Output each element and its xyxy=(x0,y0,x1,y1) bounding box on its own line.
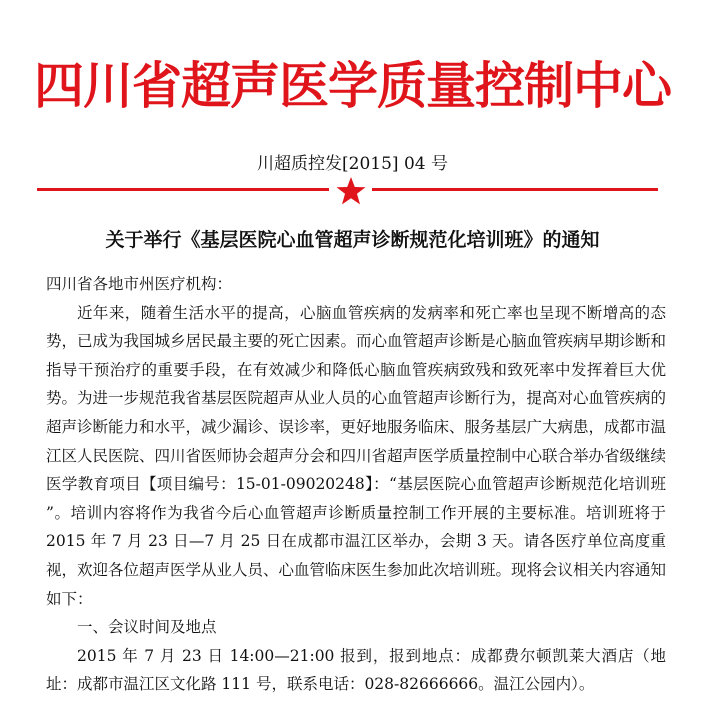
org-masthead-title: 四川省超声医学质量控制中心 xyxy=(34,57,671,115)
red-divider-right xyxy=(372,188,658,191)
section-text-time-location: 2015 年 7 月 23 日 14:00—21:00 报到，报到地点：成都费尔顿凯莱大酒店（地址：成都市温江区文化路 111 号，联系电话：028-82666666。温江公园内）。 xyxy=(46,646,666,694)
paragraph-intro: 近年来，随着生活水平的提高，心脑血管疾病的发病率和死亡率也呈现不断增高的态势，已成为我国城乡居民最主要的死亡因素。而心血管超声诊断是心脑血管疾病早期诊断和指导干预治疗的重要手段，在有效减少和降低心脑血管疾病致残和致死率中发挥着巨大优势。为进一步规范我省基层医院超声从业人员的心血管超声诊断行为，提高对心血管疾病的超声诊断能力和水平，减少漏诊、误诊率，更好地服务临床、服务基层广大病患，成都市温江区人民医院、四川省医师协会超声分会和四川省超声医学质量控制中心联合举办省级继续医学教育项目【项目编号：15-01-09020248】：“基层医院心血管超声诊断规范化培训班 ”。培训内容将作为我省今后心血管超声诊断质量控制工作开展的主要标准。培训班将于 2015 年 7 月 23 日—7 月 25 日在成都市温江区举办，会期 3 天。请各医疗单位高度重视，欢迎各位超声医学从业人员、心血管临床医生参加此次培训班。现将会议相关内容通知如下： xyxy=(46,303,667,608)
notice-body xyxy=(46,270,666,699)
section-heading-time-location: 一、会议时间及地点 xyxy=(77,618,217,637)
salutation: 四川省各地市州医疗机构： xyxy=(46,275,233,293)
notice-title: 关于举行《基层医院心血管超声诊断规范化培训班》的通知 xyxy=(105,229,600,251)
document-number: 川超质控发[2015] 04 号 xyxy=(257,154,448,174)
red-divider-left xyxy=(37,188,329,191)
red-star-icon xyxy=(335,176,367,206)
